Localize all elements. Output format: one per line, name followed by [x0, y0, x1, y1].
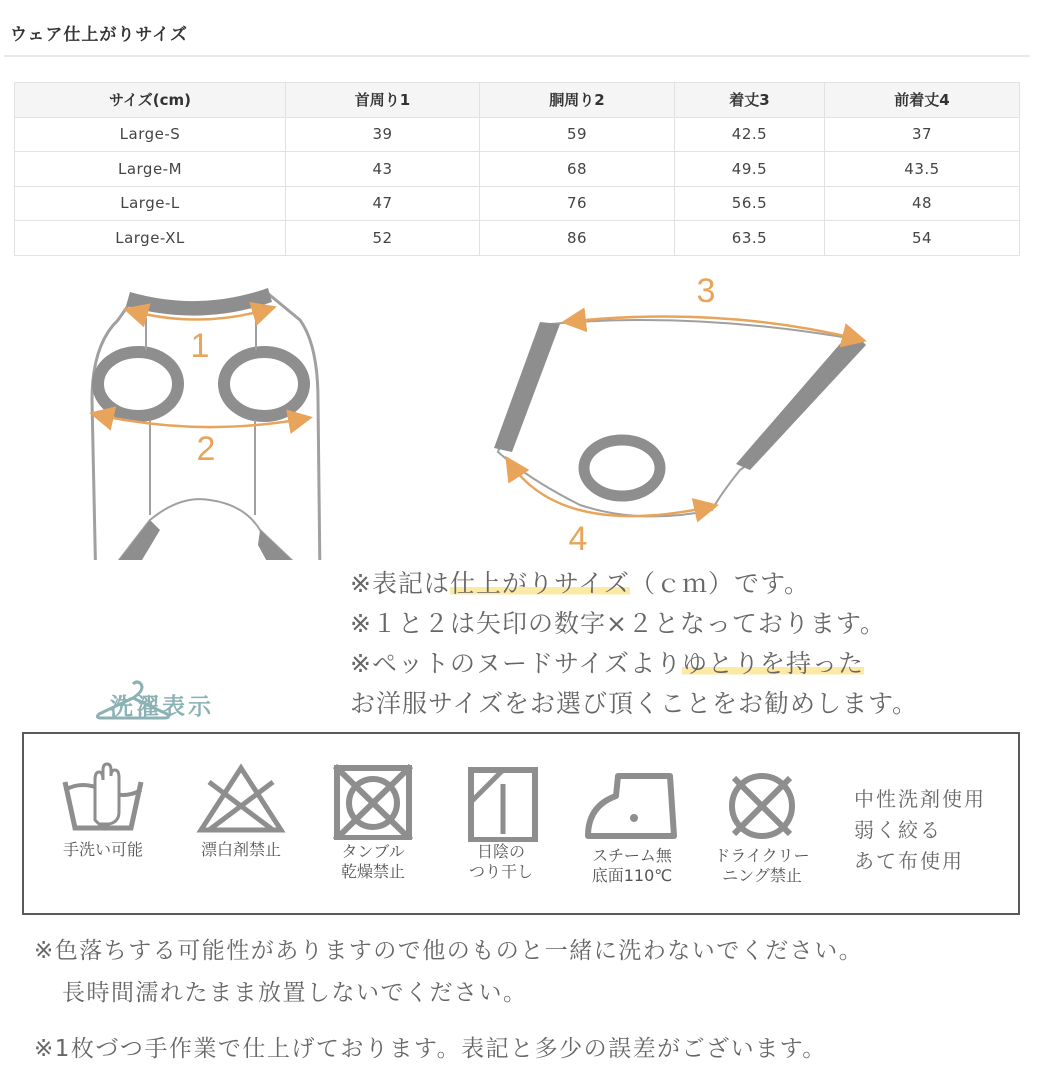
cell-neck: 52: [286, 221, 480, 256]
size-table: [14, 82, 1020, 256]
care-label: 手洗い可能: [62, 840, 143, 859]
care-item-shade-drip-dry: [446, 762, 556, 882]
cell-chest: 76: [480, 186, 675, 221]
cell-length: 49.5: [675, 152, 825, 187]
care-label: スチーム無 底面110℃: [591, 846, 673, 885]
cell-size: Large-XL: [15, 221, 286, 256]
header-front-length: 前着丈4: [825, 83, 1020, 118]
measure-label-2: 2: [196, 430, 216, 468]
cell-neck: 47: [286, 186, 480, 221]
cell-front-length: 37: [825, 117, 1020, 152]
cell-neck: 39: [286, 117, 480, 152]
footer-note-1: ※色落ちする可能性がありますので他のものと一緒に洗わないでください。: [34, 938, 864, 964]
note-line-1: [350, 564, 810, 600]
table-row: [15, 221, 1020, 256]
cell-size: Large-M: [15, 152, 286, 187]
note-1-prefix: ※表記は: [350, 569, 450, 598]
no-bleach-icon: [195, 762, 287, 834]
cell-size: Large-S: [15, 117, 286, 152]
table-header-row: [15, 83, 1020, 118]
note-1-suffix: （ｃｍ）です。: [629, 569, 810, 598]
measure-label-1: 1: [190, 327, 210, 365]
shade-drip-dry-icon: [455, 762, 547, 842]
cell-front-length: 48: [825, 186, 1020, 221]
cell-front-length: 54: [825, 221, 1020, 256]
cell-length: 56.5: [675, 186, 825, 221]
cell-front-length: 43.5: [825, 152, 1020, 187]
table-row: [15, 186, 1020, 221]
care-label: 日陰の つり干し: [468, 842, 533, 881]
cell-length: 63.5: [675, 221, 825, 256]
note-3-highlight: ゆとりを持った: [681, 649, 864, 678]
cell-size: Large-L: [15, 186, 286, 221]
header-size: サイズ(cm): [15, 83, 286, 118]
header-length: 着丈3: [675, 83, 825, 118]
side-garment-illustration: [494, 272, 866, 558]
care-extra-text: 中性洗剤使用 弱く絞る あて布使用: [854, 787, 986, 873]
note-line-4: お洋服サイズをお選び頂くことをお勧めします。: [350, 689, 919, 718]
care-label: 漂白剤禁止: [200, 840, 281, 859]
note-line-2: ※１と２は矢印の数字×２となっております。: [350, 609, 886, 638]
care-item-no-dry-clean: [700, 768, 824, 886]
no-tumble-dry-icon: [327, 762, 419, 840]
care-label: タンブル 乾燥禁止: [340, 842, 405, 881]
cell-chest: 86: [480, 221, 675, 256]
header-neck: 首周り1: [286, 83, 480, 118]
care-item-steam-iron: [574, 768, 690, 886]
note-3-prefix: ※ペットのヌードサイズより: [350, 649, 682, 678]
header-chest: 胴周り2: [480, 83, 675, 118]
no-dry-clean-icon: [716, 768, 808, 842]
cell-chest: 59: [480, 117, 675, 152]
table-row: [15, 152, 1020, 187]
note-line-3: [350, 644, 864, 680]
cell-chest: 68: [480, 152, 675, 187]
cell-length: 42.5: [675, 117, 825, 152]
care-item-no-bleach: [186, 762, 296, 860]
garment-diagrams: [0, 260, 1038, 560]
wash-section-label: 洗濯表示: [110, 694, 214, 720]
measure-label-4: 4: [568, 520, 588, 558]
care-item-hand-wash: [48, 762, 158, 860]
hand-wash-icon: [57, 762, 149, 834]
table-row: [15, 117, 1020, 152]
note-1-highlight: 仕上がりサイズ: [449, 569, 630, 598]
footer-note-2: 長時間濡れたまま放置しないでください。: [62, 980, 528, 1006]
footer-note-3: ※1枚づつ手作業で仕上げております。表記と多少の誤差がございます。: [34, 1036, 827, 1062]
front-garment-illustration: [92, 288, 320, 560]
care-label: ドライクリー ニング禁止: [714, 846, 810, 885]
cell-neck: 43: [286, 152, 480, 187]
steam-iron-icon: [582, 768, 682, 842]
page-title: ウェア仕上がりサイズ: [10, 25, 188, 45]
measure-label-3: 3: [696, 272, 716, 310]
care-item-no-tumble-dry: [318, 762, 428, 882]
title-divider: [4, 55, 1030, 57]
